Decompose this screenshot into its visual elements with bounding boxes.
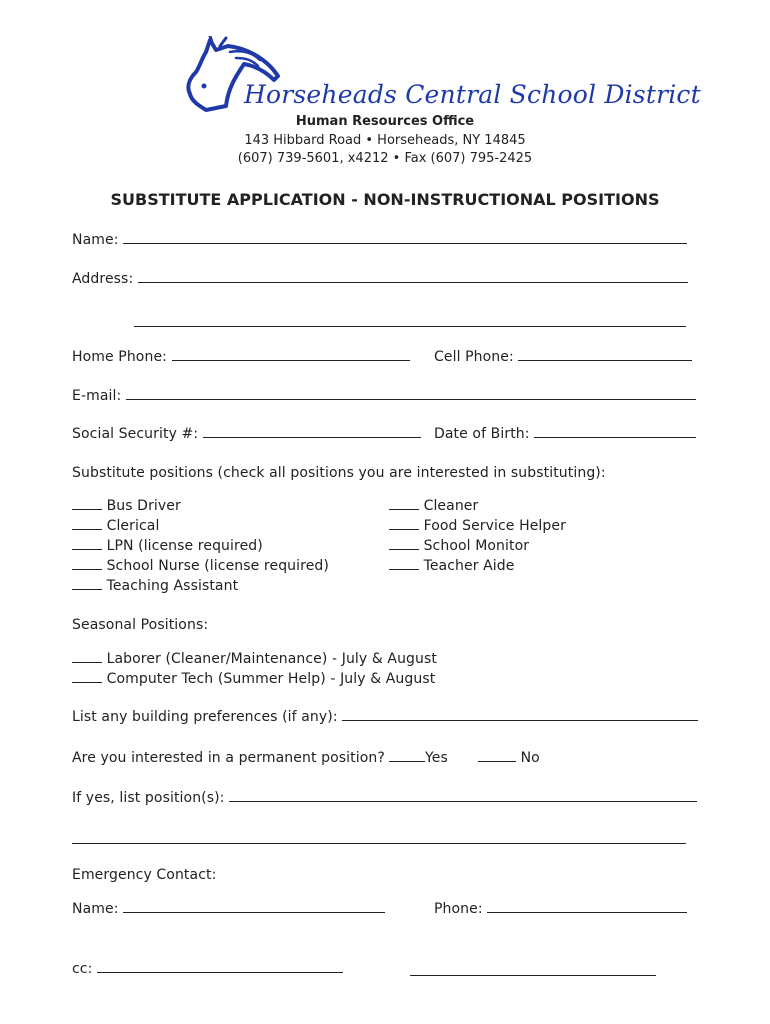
- positions-right-list: [389, 496, 566, 576]
- checkbox-line[interactable]: [389, 518, 419, 530]
- checkbox-line[interactable]: [389, 538, 419, 550]
- emergency-phone-label: Phone:: [434, 901, 483, 917]
- address-field-2[interactable]: [134, 315, 686, 327]
- cc-field-2[interactable]: [410, 964, 656, 976]
- list-item: Bus Driver: [72, 496, 329, 516]
- address-label: Address:: [72, 271, 134, 287]
- cc-field-1[interactable]: [97, 961, 343, 973]
- dob-row: [434, 426, 696, 442]
- checkbox-line[interactable]: [72, 538, 102, 550]
- home-phone-row: [72, 349, 410, 365]
- permanent-yes-row: [389, 750, 448, 766]
- name-field[interactable]: [123, 232, 687, 244]
- document-title: SUBSTITUTE APPLICATION - NON-INSTRUCTIONAL POSITIONS: [110, 190, 660, 209]
- address-row-2: [134, 312, 686, 331]
- list-item: Teacher Aide: [389, 556, 566, 576]
- permanent-question: Are you interested in a permanent position?: [72, 750, 385, 766]
- list-item: Cleaner: [389, 496, 566, 516]
- checkbox-line[interactable]: [72, 671, 102, 683]
- permanent-yes-field[interactable]: [389, 750, 425, 762]
- list-item: Food Service Helper: [389, 516, 566, 536]
- ssn-field[interactable]: [203, 426, 421, 438]
- cell-phone-label: Cell Phone:: [434, 349, 514, 365]
- emergency-name-field[interactable]: [123, 901, 385, 913]
- ssn-label: Social Security #:: [72, 426, 199, 442]
- building-pref-field[interactable]: [342, 709, 698, 721]
- list-item: School Nurse (license required): [72, 556, 329, 576]
- if-yes-label: If yes, list position(s):: [72, 790, 225, 806]
- if-yes-field[interactable]: [229, 790, 697, 802]
- permanent-no-row: [478, 750, 540, 766]
- office-address: 143 Hibbard Road • Horseheads, NY 14845: [244, 133, 526, 148]
- cc-row-2: [410, 961, 656, 980]
- list-item: Laborer (Cleaner/Maintenance) - July & August: [72, 649, 437, 669]
- checkbox-line[interactable]: [389, 558, 419, 570]
- ssn-row: [72, 426, 421, 442]
- email-row: [72, 388, 696, 404]
- emergency-name-label: Name:: [72, 901, 119, 917]
- home-phone-label: Home Phone:: [72, 349, 167, 365]
- permanent-no-field[interactable]: [478, 750, 516, 762]
- checkbox-line[interactable]: [72, 558, 102, 570]
- emergency-label: Emergency Contact:: [72, 867, 217, 883]
- if-yes-row: [72, 790, 697, 806]
- permanent-yes-label: Yes: [425, 750, 448, 766]
- building-pref-label: List any building preferences (if any):: [72, 709, 338, 725]
- if-yes-row-2: [72, 829, 686, 848]
- address-row: [72, 271, 688, 287]
- emergency-phone-row: [434, 901, 687, 917]
- list-item: LPN (license required): [72, 536, 329, 556]
- cell-phone-row: [434, 349, 692, 365]
- cc-row: [72, 961, 343, 977]
- checkbox-line[interactable]: [72, 651, 102, 663]
- email-field[interactable]: [126, 388, 696, 400]
- list-item: School Monitor: [389, 536, 566, 556]
- cc-label: cc:: [72, 961, 93, 977]
- office-phones: (607) 739-5601, x4212 • Fax (607) 795-2425: [237, 151, 533, 166]
- list-item: Clerical: [72, 516, 329, 536]
- list-item: Computer Tech (Summer Help) - July & August: [72, 669, 437, 689]
- address-field-1[interactable]: [138, 271, 688, 283]
- building-pref-row: [72, 709, 698, 725]
- emergency-name-row: [72, 901, 385, 917]
- name-label: Name:: [72, 232, 119, 248]
- name-row: [72, 232, 687, 248]
- if-yes-field-2[interactable]: [72, 832, 686, 844]
- positions-prompt: Substitute positions (check all positions you are interested in substituting):: [72, 465, 606, 481]
- dob-field[interactable]: [534, 426, 696, 438]
- seasonal-label: Seasonal Positions:: [72, 617, 209, 633]
- checkbox-line[interactable]: [72, 498, 102, 510]
- checkbox-line[interactable]: [389, 498, 419, 510]
- email-label: E-mail:: [72, 388, 122, 404]
- home-phone-field[interactable]: [172, 349, 410, 361]
- permanent-no-label: No: [520, 750, 540, 766]
- list-item: Teaching Assistant: [72, 576, 329, 596]
- checkbox-line[interactable]: [72, 578, 102, 590]
- dob-label: Date of Birth:: [434, 426, 530, 442]
- cell-phone-field[interactable]: [518, 349, 692, 361]
- emergency-phone-field[interactable]: [487, 901, 687, 913]
- seasonal-list: [72, 649, 437, 689]
- office-name: Human Resources Office: [295, 114, 475, 129]
- district-name: Horseheads Central School District: [244, 80, 701, 109]
- positions-left-list: [72, 496, 329, 596]
- checkbox-line[interactable]: [72, 518, 102, 530]
